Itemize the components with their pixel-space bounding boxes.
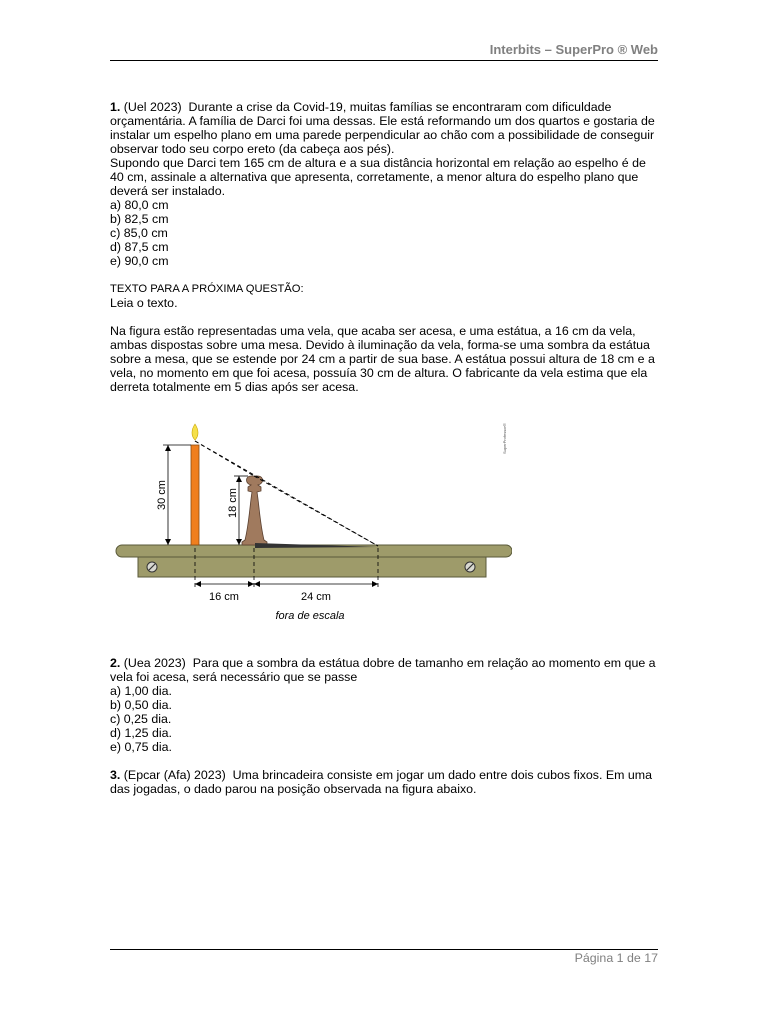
- question-2-stem: [110, 656, 658, 684]
- option-a: a) 80,0 cm: [110, 198, 169, 212]
- document-body: [110, 100, 658, 796]
- question-2-options: [110, 684, 658, 754]
- question-3-number: 3.: [110, 768, 121, 782]
- option-b: b) 0,50 dia.: [110, 698, 172, 712]
- question-2-text: Para que a sombra da estátua dobre de tamanho em relação ao momento em que a vela foi acesa, será necessário que se passe: [110, 656, 656, 684]
- spacer: [110, 268, 658, 282]
- option-e: e) 90,0 cm: [110, 254, 169, 268]
- statue-height-label: 18 cm: [227, 488, 239, 518]
- option-c: c) 85,0 cm: [110, 226, 168, 240]
- page-number: Página 1 de 17: [574, 951, 658, 965]
- option-a: a) 1,00 dia.: [110, 684, 172, 698]
- question-1-number: 1.: [110, 100, 121, 114]
- question-2-number: 2.: [110, 656, 121, 670]
- light-ray: [195, 441, 254, 476]
- question-3-source: (Epcar (Afa) 2023): [123, 768, 226, 782]
- shared-text-heading: TEXTO PARA A PRÓXIMA QUESTÃO:: [110, 283, 304, 295]
- shadow-length-label: 24 cm: [301, 591, 331, 603]
- spacer: [110, 754, 658, 768]
- spacer: [110, 310, 658, 324]
- option-d: d) 87,5 cm: [110, 240, 169, 254]
- figure-caption: fora de escala: [275, 610, 345, 622]
- question-1: [110, 100, 658, 268]
- option-c: c) 0,25 dia.: [110, 712, 172, 726]
- question-1-stem: [110, 100, 658, 156]
- question-1-text-2: Supondo que Darci tem 165 cm de altura e a sua distância horizontal em relação ao espelho é de 40 cm, assinale a alternativa que apresenta, corretamente, a menor altura do espelho plano que deverá ser instalado.: [110, 156, 646, 198]
- flame-icon: [192, 424, 198, 440]
- option-e: e) 0,75 dia.: [110, 740, 172, 754]
- candle-statue-figure: [112, 414, 512, 632]
- question-1-options: [110, 198, 658, 268]
- question-1-source: (Uel 2023): [123, 100, 182, 114]
- candle-height-label: 30 cm: [156, 480, 168, 510]
- statue: [242, 476, 267, 545]
- option-b: b) 82,5 cm: [110, 212, 169, 226]
- spacer: [110, 632, 658, 656]
- option-d: d) 1,25 dia.: [110, 726, 172, 740]
- light-ray: [195, 441, 378, 546]
- header-divider: [110, 60, 658, 61]
- question-3-text: Uma brincadeira consiste em jogar um dado entre dois cubos fixos. Em uma das jogadas, o dado parou na posição observada na figura abaixo.: [110, 768, 653, 796]
- table-apron: [138, 557, 486, 577]
- question-1-text: Durante a crise da Covid-19, muitas famílias se encontraram com dificuldade orçamentária. A família de Darci foi uma dessas. Ele está reformando um dos quartos e gostaria de instalar um espelho plano em uma parede perpendicular ao chão com a possibilidade de conseguir observar todo seu corpo ereto (da cabeça aos pés).: [110, 100, 655, 156]
- question-2: [110, 656, 658, 754]
- question-2-source: (Uea 2023): [123, 656, 186, 670]
- question-3: [110, 768, 658, 796]
- figure-drawing: [112, 414, 512, 632]
- question-3-stem: [110, 768, 658, 796]
- distance-label: 16 cm: [209, 591, 239, 603]
- page-header: Interbits – SuperPro ® Web: [489, 42, 658, 57]
- light-ray: [254, 476, 378, 546]
- screw-icon: [465, 562, 475, 572]
- shared-text-intro: Leia o texto.: [110, 296, 178, 310]
- shared-text-body: Na figura estão representadas uma vela, que acaba ser acesa, e uma estátua, a 16 cm da vela, ambas dispostas sobre uma mesa. Devido à iluminação da vela, forma-se uma sombra da estátua sobre a mesa, que se estende por 24 cm a partir de sua base. A estátua possui altura de 18 cm e a vela, no momento em que foi acesa, possuía 30 cm de altura. O fabricante da vela estima que ela derreta totalmente em 5 dias após ser acesa.: [110, 324, 655, 394]
- figure-watermark: SuperProfessor®: [502, 423, 507, 454]
- footer-divider: [110, 949, 658, 950]
- candle: [191, 445, 199, 545]
- screw-icon: [147, 562, 157, 572]
